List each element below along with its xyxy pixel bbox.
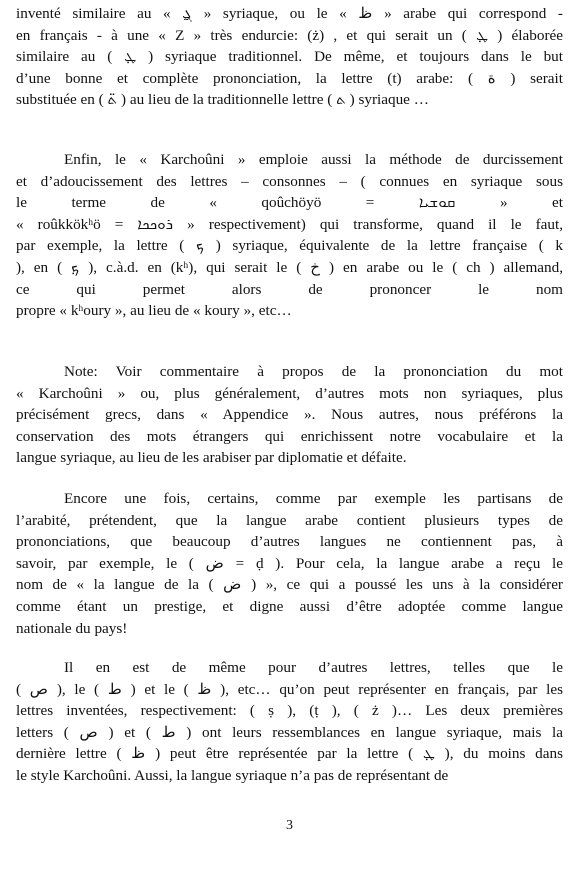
text-line: le style Karchoûni. Aussi, la langue syriaque n’a pas de représentant de [16,766,449,784]
text-line: letters ( ص ) et ( ط ) ont leurs ressemblances en langue syriaque, mais la [16,723,563,741]
text-line: Note: Voir commentaire à propos de la prononciation du mot [64,363,563,380]
text-line: substituée en ( ܬ̈ ) au lieu de la traditionnelle lettre ( ܬ ) syriaque … [16,91,429,109]
text-line: Enfin, le « Karchoûni » emploie aussi la méthode de durcissement [64,151,563,168]
text-line: nom de « la langue de la ( ض ) », ce qui a poussé les uns à la considérer [16,576,563,594]
text-line: savoir, par exemple, le ( ض = ḍ ). Pour cela, la langue arabe a reçu le [16,554,563,572]
text-line: lettres inventées, respectivement: ( ṣ ), (ṭ ), ( ż )… Les deux premières [16,702,563,720]
text-line: langue syriaque, au lieu de les arabiser par diplomatie et défaite. [16,449,407,467]
text-line: ), en ( ܟ̣ ), c.à.d. en (kʰ), qui serait le ( خ ) en arabe ou le ( ch ) allemand, [16,258,563,276]
text-line: comme étant un prestige, et digne aussi d’être adoptée comme langue [16,597,563,615]
paragraph-4 [16,488,563,639]
text-line: conservation des mots étrangers qui enrichissent notre vocabulaire et la [16,427,563,445]
paragraph-3 [16,361,563,469]
text-line: propre « kʰoury », au lieu de « koury », etc… [16,302,292,320]
text-line: par exemple, la lettre ( ܟ ) syriaque, équivalente de la lettre française ( k [16,237,563,255]
text-line: ce qui permet alors de prononcer le nom [16,280,563,298]
text-line: le terme de « qoûchöyö = ܩܘܫܝܐ » et [16,194,563,212]
text-line: prononciations, que beaucoup d’autres langues ne contiennent pas, à [16,533,563,551]
text-line: en français - à une « Z » très endurcie: (ż) , et qui serait un ( ܛ̣ ) élaborée [16,26,563,44]
text-line: et d’adoucissement des lettres – consonnes – ( connues en syriaque sous [16,172,563,190]
text-line: similaire au ( ܛ̣ ) syriaque traditionnel. De même, et toujours dans le but [16,48,563,66]
text-line: « Karchoûni » ou, plus généralement, d’autres mots non syriaques, plus [16,384,563,402]
text-line: « roûkkökʰö = ܪܘܟܟܐ » respectivement) qui transforme, quand il le faut, [16,215,563,233]
text-line: ( ص ), le ( ط ) et le ( ظ ), etc… qu’on peut représenter en français, par les [16,680,563,698]
text-line: précisément grecs, dans « Appendice ». Nous autres, nous préférons la [16,406,563,424]
page-number: 3 [286,818,293,833]
text-line: Encore une fois, certains, comme par exemple les partisans de [64,490,563,507]
text-line: inventé similaire au « ܓ̰ » syriaque, ou le « ظ » arabe qui correspond - [16,5,563,22]
text-line: l’arabité, prétendent, que la langue arabe contient plusieurs types de [16,511,563,529]
text-line: dernière lettre ( ظ ) peut être représentée par la lettre ( ܛ̣ ), du moins dans [16,745,563,763]
text-line: d’une bonne et complète prononciation, la lettre (t) arabe: ( ة ) serait [16,69,563,87]
paragraph-5 [16,657,563,787]
paragraph-2 [16,149,563,322]
paragraph-1 [16,3,563,111]
text-line: Il en est de même pour d’autres lettres, telles que le [64,659,563,676]
text-line: nationale du pays! [16,619,128,637]
